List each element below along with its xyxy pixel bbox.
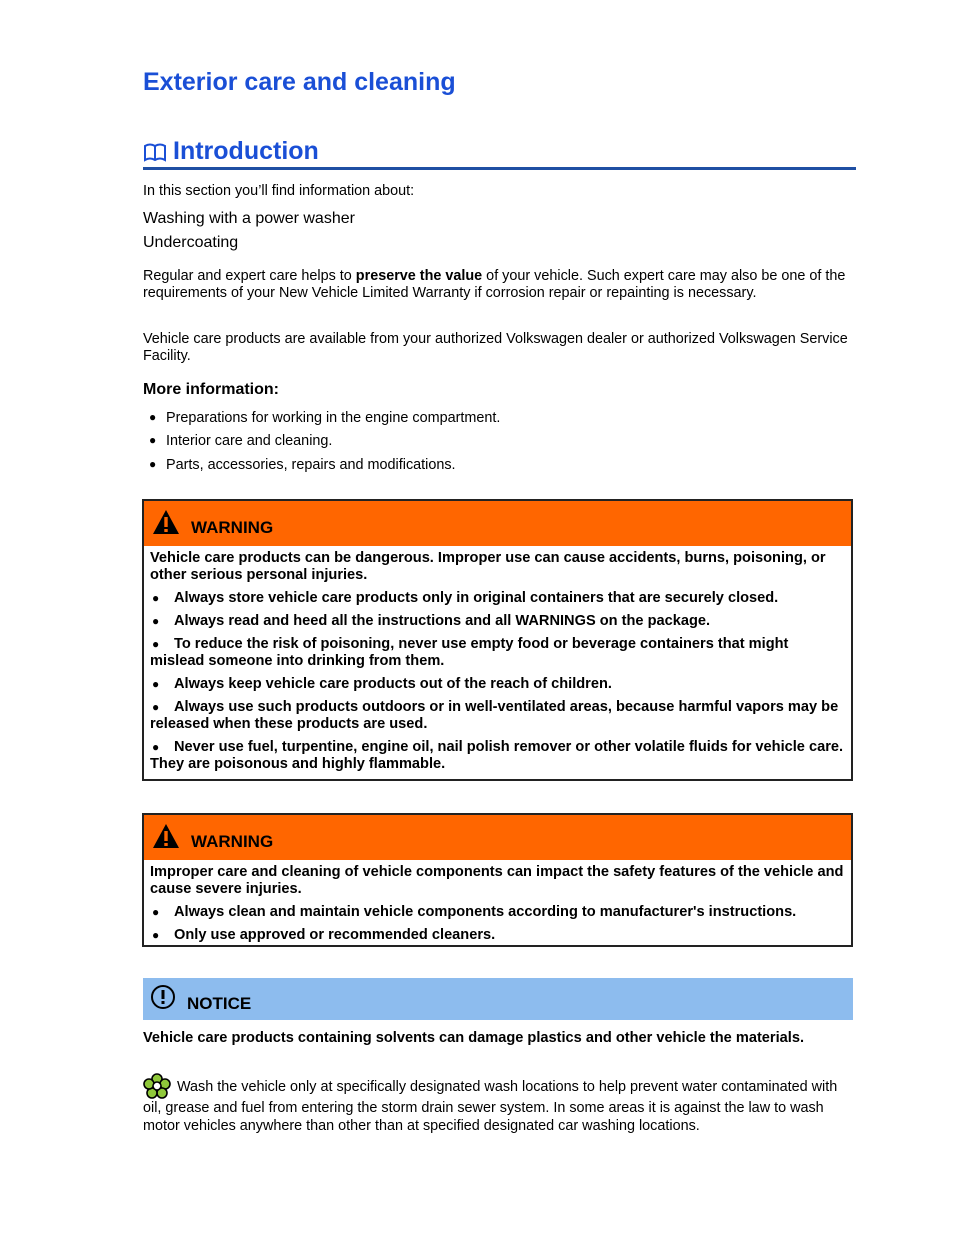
warning-item — [150, 904, 845, 921]
list-item-text: Preparations for working in the engine compartment. — [166, 410, 501, 426]
flower-icon — [143, 1073, 171, 1099]
paragraph-care-start: Regular and expert care helps to — [143, 268, 356, 284]
warning-label: WARNING — [191, 518, 274, 537]
bullet-icon: ● — [152, 614, 160, 628]
notice-label: NOTICE — [187, 994, 252, 1013]
paragraph-care-emphasis: preserve the value — [355, 268, 483, 284]
warning-item-text: Always store vehicle care products only in original containers that are securely closed. — [174, 590, 779, 606]
topic-link[interactable]: Undercoating — [143, 234, 239, 251]
paragraph-care-end: of your vehicle. Such expert care may also be one of the requirements of your New Vehicle Limited Warranty if corrosion repair or repainting is necessary. — [143, 268, 846, 301]
page-title: Exterior care and cleaning — [143, 68, 456, 96]
warning-item — [150, 613, 845, 630]
bullet-icon: ● — [152, 740, 160, 754]
bullet-icon: ● — [149, 457, 157, 471]
bullet-icon: ● — [152, 637, 160, 651]
warning-item-text: Always use such products outdoors or in well-ventilated areas, because harmful vapors may be released when these products are used. — [150, 699, 839, 732]
bullet-icon: ● — [152, 700, 160, 714]
exclamation-circle-icon — [150, 984, 176, 1010]
bullet-icon: ● — [152, 677, 160, 691]
list-item-text: Parts, accessories, repairs and modifications. — [166, 457, 456, 473]
environment-note — [143, 1073, 856, 1135]
environment-note-text: Wash the vehicle only at specifically designated wash locations to help prevent water contaminated with oil, grease and fuel from entering the storm drain sewer system. In some areas it is against the law to wash motor vehicles anywhere than other than at specified designated car washing locations. — [143, 1079, 838, 1134]
intro-line: In this section you’ll find information about: — [143, 183, 415, 199]
bullet-icon: ● — [152, 905, 160, 919]
warning-item-text: Only use approved or recommended cleaners. — [174, 927, 496, 943]
bullet-icon: ● — [152, 591, 160, 605]
warning-item-text: To reduce the risk of poisoning, never use empty food or beverage containers that might mislead someone into drinking from them. — [150, 636, 789, 669]
warning-header — [144, 815, 851, 860]
section-heading-text: Introduction — [173, 137, 319, 165]
warning-item — [150, 739, 845, 773]
warning-box-2 — [142, 813, 853, 947]
warning-body — [144, 546, 851, 785]
warning-item-text: Always clean and maintain vehicle components according to manufacturer's instructions. — [174, 904, 797, 920]
bullet-icon: ● — [152, 928, 160, 942]
warning-label: WARNING — [191, 832, 274, 851]
warning-item — [150, 636, 845, 670]
warning-lead: Vehicle care products can be dangerous. Improper use can cause accidents, burns, poisoning, or other serious personal injuries. — [150, 550, 826, 583]
paragraph-care — [143, 268, 856, 302]
warning-lead: Improper care and cleaning of vehicle components can impact the safety features of the vehicle and cause severe injuries. — [150, 864, 844, 897]
more-info-heading: More information: — [143, 381, 279, 398]
warning-item-text: Always read and heed all the instructions and all WARNINGS on the package. — [174, 613, 711, 629]
topic-link[interactable]: Washing with a power washer — [143, 210, 355, 227]
notice-header — [143, 978, 853, 1020]
warning-item — [150, 590, 845, 607]
book-icon — [143, 142, 167, 162]
warning-item-text: Never use fuel, turpentine, engine oil, nail polish remover or other volatile fluids for vehicle care. They are poisonous and highly flammable. — [150, 739, 844, 772]
section-heading — [143, 136, 856, 170]
warning-item — [150, 699, 845, 733]
warning-header — [144, 501, 851, 546]
warning-box-1 — [142, 499, 853, 781]
warning-item — [150, 927, 845, 944]
warning-triangle-icon — [152, 823, 180, 849]
notice-text: Vehicle care products containing solvents can damage plastics and other vehicle the materials. — [143, 1030, 805, 1046]
warning-item — [150, 676, 845, 693]
list-item-text: Interior care and cleaning. — [166, 433, 333, 449]
bullet-icon: ● — [149, 433, 157, 447]
bullet-icon: ● — [149, 410, 157, 424]
warning-body — [144, 860, 851, 956]
warning-triangle-icon — [152, 509, 180, 535]
paragraph-products: Vehicle care products are available from your authorized Volkswagen dealer or authorized Volkswagen Service Facility. — [143, 331, 848, 364]
warning-item-text: Always keep vehicle care products out of the reach of children. — [174, 676, 612, 692]
